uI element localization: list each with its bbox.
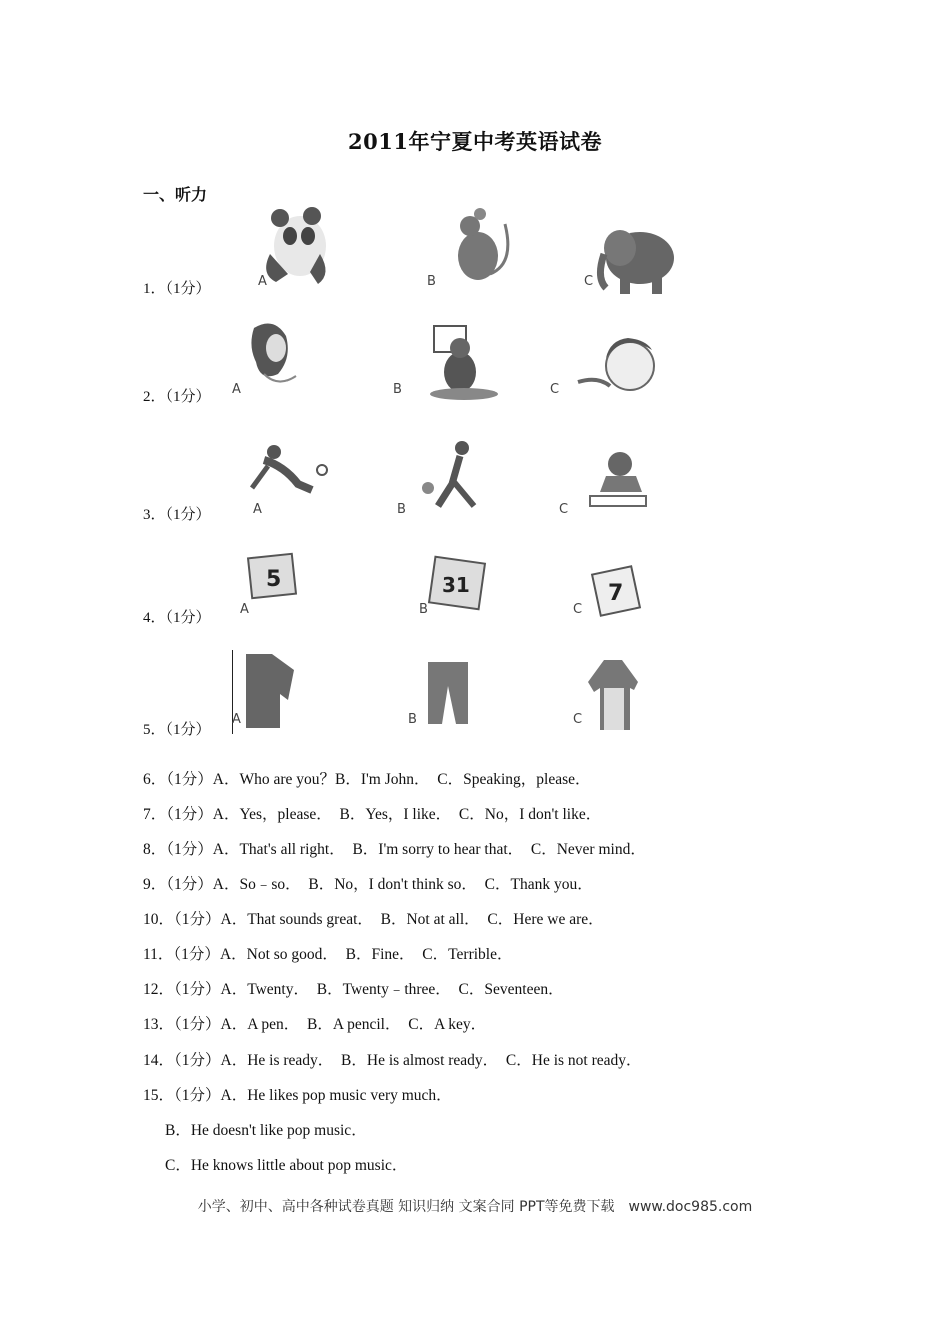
question-number: 4．（1分） xyxy=(143,610,211,626)
question-line: 9．（1分）A．So﹣so． B．No，I don't think so． C．Thank you． xyxy=(143,876,593,893)
option-letter: A xyxy=(258,274,267,289)
option-letter: A xyxy=(253,502,262,517)
question-line: 12．（1分）A．Twenty． B．Twenty﹣three． C．Seventeen． xyxy=(143,981,564,998)
calendar-31-icon xyxy=(420,548,530,632)
question-line: 15．（1分）A．He likes pop music very much． xyxy=(143,1087,452,1104)
question-line: 6．（1分）A．Who are you？B．I'm John． C．Speaking，please． xyxy=(143,771,591,788)
option-letter: B xyxy=(419,602,428,617)
tv-viewer-icon xyxy=(410,320,520,404)
question-line: 10．（1分）A．That sounds great． B．Not at all． C．Here we are． xyxy=(143,911,604,928)
question-number: 5．（1分） xyxy=(143,722,211,738)
calendar-number: 31 xyxy=(442,573,470,597)
football-player-icon xyxy=(234,430,344,514)
question-number: 1．（1分） xyxy=(143,281,211,297)
section-heading: 一、听力 xyxy=(143,185,208,204)
calendar-5-icon xyxy=(236,540,346,624)
elephant-icon xyxy=(580,218,690,302)
chess-player-icon xyxy=(570,444,680,528)
jacket-icon xyxy=(232,650,342,734)
footer-text: 小学、初中、高中各种试卷真题 知识归纳 文案合同 PPT等免费下载 www.doc985.com xyxy=(197,1199,753,1215)
page-title: 2011年宁夏中考英语试卷 xyxy=(348,129,602,154)
question-line: 14．（1分）A．He is ready． B．He is almost ready． C．He is not ready． xyxy=(143,1052,642,1069)
question-line: 13．（1分）A．A pen． B．A pencil． C．A key． xyxy=(143,1016,487,1033)
option-letter: C xyxy=(573,602,583,617)
sleeping-child-icon xyxy=(568,326,678,410)
calendar-7-icon xyxy=(582,556,692,640)
option-letter: B xyxy=(393,382,402,397)
question-number: 2．（1分） xyxy=(143,389,211,405)
sweater-icon xyxy=(586,652,696,736)
question-line: 7．（1分）A．Yes，please． B．Yes，I like． C．No，I don't like． xyxy=(143,806,602,823)
option-letter: B xyxy=(427,274,436,289)
option-letter: A xyxy=(232,382,241,397)
option-letter: C xyxy=(550,382,560,397)
option-letter: B xyxy=(397,502,406,517)
trousers-icon xyxy=(418,658,528,742)
question-option-line: B．He doesn't like pop music． xyxy=(165,1122,367,1139)
option-letter: C xyxy=(584,274,594,289)
calendar-number: 7 xyxy=(608,581,624,606)
question-option-line: C．He knows little about pop music． xyxy=(165,1157,408,1174)
basketball-player-icon xyxy=(404,436,514,520)
calendar-number: 5 xyxy=(266,567,282,592)
option-letter: A xyxy=(232,712,241,727)
option-letter: B xyxy=(408,712,417,727)
panda-icon xyxy=(240,204,350,288)
option-letter: A xyxy=(240,602,249,617)
mouse-icon xyxy=(420,204,530,288)
option-letter: C xyxy=(573,712,583,727)
girl-icon xyxy=(234,318,344,402)
question-number: 3．（1分） xyxy=(143,507,211,523)
question-line: 11．（1分）A．Not so good． B．Fine． C．Terrible． xyxy=(143,946,513,963)
question-line: 8．（1分）A．That's all right． B．I'm sorry to hear that． C．Never mind． xyxy=(143,841,646,858)
option-letter: C xyxy=(559,502,569,517)
